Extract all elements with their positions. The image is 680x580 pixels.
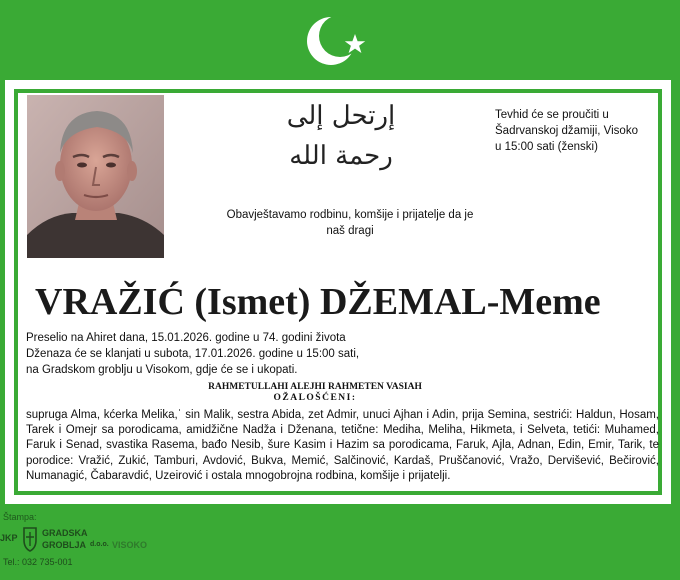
jkp-label: JKP bbox=[0, 533, 18, 543]
obituary-card bbox=[5, 80, 671, 504]
arabic-calligraphy-text: إرتحل إلى رحمة الله bbox=[286, 101, 396, 171]
visoko-label: VISOKO bbox=[112, 540, 148, 550]
tevhid-line-2: Šadrvanskoj džamiji, Visoko bbox=[495, 125, 638, 137]
details-line-1: Preselio na Ahiret dana, 15.01.2026. godine u 74. godini života bbox=[26, 332, 346, 344]
tevhid-line-3: u 15:00 sati (ženski) bbox=[495, 141, 598, 153]
rahmet-line: RAHMETULLAHI ALEJHI RAHMETEN VASIAH bbox=[208, 382, 422, 392]
funeral-details bbox=[26, 330, 446, 378]
details-line-3: na Gradskom groblju u Visokom, gdje će se i ukopati. bbox=[26, 364, 298, 376]
printer-label: Štampa: bbox=[3, 512, 37, 522]
crescent-and-star-icon bbox=[305, 10, 367, 72]
intro-line-2: naš dragi bbox=[326, 225, 374, 237]
intro-line-1: Obavještavamo rodbinu, komšije i prijatelje da je bbox=[226, 209, 474, 221]
intro-text bbox=[195, 207, 505, 239]
gradska-label: GRADSKA bbox=[42, 528, 88, 538]
arabic-calligraphy bbox=[267, 96, 415, 171]
phone-number: Tel.: 032 735-001 bbox=[3, 557, 73, 567]
tevhid-line-1: Tevhid će se proučiti u bbox=[495, 109, 609, 121]
groblja-label: GROBLJA bbox=[42, 540, 87, 550]
mourners-list: supruga Alma, kćerka Melika,ˈ sin Malik, sestra Abida, zet Admir, unuci Ajhan i Adin, prija Semina, sestrići: Haldun, Hosam, Tarek i Omejr sa porodicama, amidžične Nadža i Dženana, tetične: Mediha, Meliha, Hikmeta, i Selveta, tetići: Muhamed, Faruk i Senad, svastika Rasema, bađo Nesib, šure Kasim i Hazim sa porodicama, Faruk, Ajla, Adnan, Edin, Emir, Tarik, te porodice: Vražić, Zukić, Tamburi, Avdović, Bukva, Memić, Salčinović, Kardaš, Pruščanović, Vražo, Dervišević, Bečirović, Numanagić, Čabaravdić, Uzeirović i ostala mnogobrojna rodbina, komšije i prijatelji. bbox=[26, 409, 659, 482]
doo-label: d.o.o. bbox=[90, 541, 109, 548]
portrait-photo bbox=[27, 95, 164, 258]
deceased-name: VRAŽIĆ (Ismet) DŽEMAL-Meme bbox=[35, 281, 601, 323]
details-line-2: Dženaza će se klanjati u subota, 17.01.2026. godine u 15:00 sati, bbox=[26, 348, 360, 360]
tevhid-notice bbox=[495, 107, 660, 155]
mourners-heading: OŽALOŠĆENI: bbox=[273, 393, 357, 403]
